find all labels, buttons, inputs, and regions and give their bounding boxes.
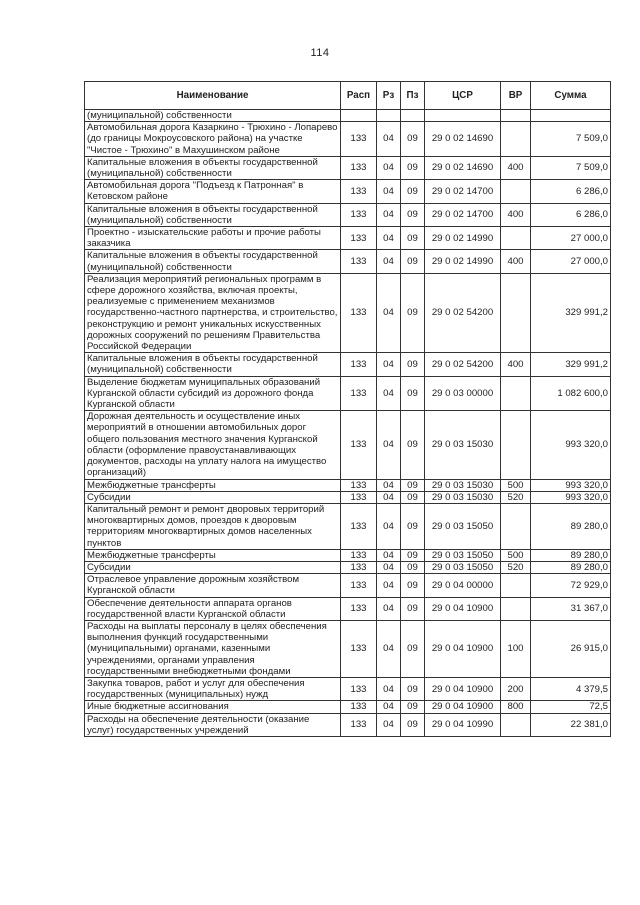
cell-pz: 09 bbox=[401, 180, 425, 203]
cell-pz: 09 bbox=[401, 491, 425, 503]
cell-sum: 72 929,0 bbox=[531, 574, 611, 597]
cell-pz: 09 bbox=[401, 376, 425, 411]
cell-pz: 09 bbox=[401, 561, 425, 573]
cell-name: Расходы на обеспечение деятельности (оказание услуг) государственных учреждений bbox=[85, 713, 341, 736]
cell-rasp: 133 bbox=[341, 479, 377, 491]
cell-pz: 09 bbox=[401, 122, 425, 157]
cell-rasp: 133 bbox=[341, 597, 377, 620]
cell-sum: 6 286,0 bbox=[531, 180, 611, 203]
table-row bbox=[85, 203, 611, 226]
cell-sum: 329 991,2 bbox=[531, 353, 611, 376]
cell-rz: 04 bbox=[377, 503, 401, 549]
table-row bbox=[85, 713, 611, 736]
cell-sum: 7 509,0 bbox=[531, 122, 611, 157]
cell-name: Дорожная деятельность и осуществление иных мероприятий в отношении автомобильных дорог общего пользования местного значения Курганской области (оформление правоустанавливающих документов, расходы на уплату налога на имущество организаций) bbox=[85, 411, 341, 479]
cell-name: Реализация мероприятий региональных программ в сфере дорожного хозяйства, включая проекты, реализуемые с применением механизмов государственно-частного партнерства, и строительство, реконструкцию и ремонт уникальных искусственных дорожных сооружений по решениям Правительства Российской Федерации bbox=[85, 273, 341, 352]
cell-vr: 800 bbox=[501, 701, 531, 713]
cell-rz: 04 bbox=[377, 561, 401, 573]
table-row bbox=[85, 549, 611, 561]
cell-csr: 29 0 04 10900 bbox=[425, 620, 501, 677]
cell-rz bbox=[377, 110, 401, 122]
cell-name: Закупка товаров, работ и услуг для обеспечения государственных (муниципальных) нужд bbox=[85, 677, 341, 700]
cell-csr: 29 0 02 14690 bbox=[425, 122, 501, 157]
cell-sum: 89 280,0 bbox=[531, 503, 611, 549]
cell-pz: 09 bbox=[401, 549, 425, 561]
cell-rasp: 133 bbox=[341, 574, 377, 597]
cell-sum: 22 381,0 bbox=[531, 713, 611, 736]
cell-rasp: 133 bbox=[341, 503, 377, 549]
budget-table bbox=[84, 81, 611, 737]
table-row bbox=[85, 273, 611, 352]
cell-rz: 04 bbox=[377, 713, 401, 736]
cell-csr: 29 0 04 10900 bbox=[425, 701, 501, 713]
cell-vr bbox=[501, 227, 531, 250]
cell-rz: 04 bbox=[377, 597, 401, 620]
cell-rasp: 133 bbox=[341, 713, 377, 736]
cell-csr: 29 0 03 00000 bbox=[425, 376, 501, 411]
cell-rasp: 133 bbox=[341, 677, 377, 700]
table-row bbox=[85, 561, 611, 573]
cell-csr: 29 0 02 14990 bbox=[425, 227, 501, 250]
table-row bbox=[85, 156, 611, 179]
cell-pz: 09 bbox=[401, 227, 425, 250]
table-row bbox=[85, 574, 611, 597]
cell-vr: 100 bbox=[501, 620, 531, 677]
cell-name: Капитальные вложения в объекты государственной (муниципальной) собственности bbox=[85, 353, 341, 376]
cell-rasp: 133 bbox=[341, 156, 377, 179]
cell-rasp: 133 bbox=[341, 273, 377, 352]
cell-rz: 04 bbox=[377, 227, 401, 250]
cell-name: Автомобильная дорога Казаркино - Трюхино - Лопарево (до границы Мокроусовского района) на участке "Чистое - Трюхино" в Махушинском районе bbox=[85, 122, 341, 157]
cell-name: Межбюджетные трансферты bbox=[85, 479, 341, 491]
cell-name: Капитальные вложения в объекты государственной (муниципальной) собственности bbox=[85, 250, 341, 273]
cell-rz: 04 bbox=[377, 250, 401, 273]
cell-sum: 26 915,0 bbox=[531, 620, 611, 677]
cell-csr: 29 0 02 14700 bbox=[425, 180, 501, 203]
cell-vr bbox=[501, 110, 531, 122]
cell-csr: 29 0 02 14700 bbox=[425, 203, 501, 226]
cell-csr bbox=[425, 110, 501, 122]
cell-rasp: 133 bbox=[341, 411, 377, 479]
cell-sum: 72,5 bbox=[531, 701, 611, 713]
cell-pz: 09 bbox=[401, 479, 425, 491]
table-row bbox=[85, 620, 611, 677]
cell-vr: 500 bbox=[501, 549, 531, 561]
table-row bbox=[85, 376, 611, 411]
cell-rasp: 133 bbox=[341, 227, 377, 250]
cell-vr bbox=[501, 574, 531, 597]
cell-vr: 500 bbox=[501, 479, 531, 491]
cell-pz: 09 bbox=[401, 713, 425, 736]
cell-rz: 04 bbox=[377, 273, 401, 352]
cell-name: Отраслевое управление дорожным хозяйством Курганской области bbox=[85, 574, 341, 597]
cell-vr: 400 bbox=[501, 250, 531, 273]
cell-rasp: 133 bbox=[341, 491, 377, 503]
cell-vr bbox=[501, 411, 531, 479]
table-row bbox=[85, 411, 611, 479]
cell-csr: 29 0 03 15030 bbox=[425, 491, 501, 503]
cell-pz: 09 bbox=[401, 503, 425, 549]
cell-sum: 89 280,0 bbox=[531, 549, 611, 561]
cell-name: Субсидии bbox=[85, 491, 341, 503]
cell-rasp: 133 bbox=[341, 620, 377, 677]
cell-vr: 400 bbox=[501, 353, 531, 376]
table-row bbox=[85, 250, 611, 273]
cell-rasp: 133 bbox=[341, 122, 377, 157]
cell-sum: 993 320,0 bbox=[531, 479, 611, 491]
table-row bbox=[85, 701, 611, 713]
cell-vr bbox=[501, 713, 531, 736]
cell-sum: 1 082 600,0 bbox=[531, 376, 611, 411]
cell-pz: 09 bbox=[401, 273, 425, 352]
cell-name: Обеспечение деятельности аппарата органов государственной власти Курганской области bbox=[85, 597, 341, 620]
cell-vr bbox=[501, 273, 531, 352]
table-row bbox=[85, 503, 611, 549]
cell-sum: 27 000,0 bbox=[531, 227, 611, 250]
table-header bbox=[85, 82, 611, 110]
cell-csr: 29 0 03 15050 bbox=[425, 561, 501, 573]
cell-sum: 329 991,2 bbox=[531, 273, 611, 352]
cell-rz: 04 bbox=[377, 180, 401, 203]
cell-name: Капитальный ремонт и ремонт дворовых территорий многоквартирных домов, проездов к дворовым территориям многоквартирных домов населенных пунктов bbox=[85, 503, 341, 549]
cell-rz: 04 bbox=[377, 376, 401, 411]
cell-pz: 09 bbox=[401, 677, 425, 700]
cell-vr bbox=[501, 503, 531, 549]
cell-vr bbox=[501, 122, 531, 157]
cell-name: (муниципальной) собственности bbox=[85, 110, 341, 122]
cell-pz: 09 bbox=[401, 250, 425, 273]
cell-csr: 29 0 03 15030 bbox=[425, 411, 501, 479]
cell-csr: 29 0 04 10990 bbox=[425, 713, 501, 736]
cell-name: Капитальные вложения в объекты государственной (муниципальной) собственности bbox=[85, 156, 341, 179]
cell-name: Выделение бюджетам муниципальных образований Курганской области субсидий из дорожного фонда Курганской области bbox=[85, 376, 341, 411]
cell-pz: 09 bbox=[401, 620, 425, 677]
cell-vr: 200 bbox=[501, 677, 531, 700]
cell-rasp: 133 bbox=[341, 250, 377, 273]
cell-vr bbox=[501, 597, 531, 620]
cell-pz: 09 bbox=[401, 156, 425, 179]
cell-csr: 29 0 02 14990 bbox=[425, 250, 501, 273]
cell-rasp: 133 bbox=[341, 180, 377, 203]
cell-name: Иные бюджетные ассигнования bbox=[85, 701, 341, 713]
cell-csr: 29 0 02 14690 bbox=[425, 156, 501, 179]
table-body bbox=[85, 110, 611, 737]
cell-rz: 04 bbox=[377, 156, 401, 179]
cell-csr: 29 0 02 54200 bbox=[425, 273, 501, 352]
cell-sum: 31 367,0 bbox=[531, 597, 611, 620]
table-row bbox=[85, 227, 611, 250]
cell-sum bbox=[531, 110, 611, 122]
cell-vr: 400 bbox=[501, 156, 531, 179]
cell-rz: 04 bbox=[377, 122, 401, 157]
cell-sum: 993 320,0 bbox=[531, 491, 611, 503]
cell-pz: 09 bbox=[401, 574, 425, 597]
cell-rasp: 133 bbox=[341, 203, 377, 226]
cell-csr: 29 0 03 15050 bbox=[425, 503, 501, 549]
cell-sum: 27 000,0 bbox=[531, 250, 611, 273]
table-row bbox=[85, 122, 611, 157]
cell-rz: 04 bbox=[377, 203, 401, 226]
header-row bbox=[85, 82, 611, 110]
cell-vr: 520 bbox=[501, 491, 531, 503]
cell-pz: 09 bbox=[401, 597, 425, 620]
cell-rasp bbox=[341, 110, 377, 122]
header-vr: ВР bbox=[501, 82, 531, 110]
cell-rz: 04 bbox=[377, 353, 401, 376]
cell-name: Капитальные вложения в объекты государственной (муниципальной) собственности bbox=[85, 203, 341, 226]
header-rz: Рз bbox=[377, 82, 401, 110]
table-row bbox=[85, 491, 611, 503]
header-csr: ЦСР bbox=[425, 82, 501, 110]
cell-sum: 7 509,0 bbox=[531, 156, 611, 179]
table-row bbox=[85, 479, 611, 491]
page-number: 114 bbox=[310, 47, 330, 59]
cell-vr bbox=[501, 180, 531, 203]
table-row bbox=[85, 180, 611, 203]
cell-rz: 04 bbox=[377, 620, 401, 677]
cell-pz: 09 bbox=[401, 353, 425, 376]
cell-rz: 04 bbox=[377, 479, 401, 491]
cell-csr: 29 0 02 54200 bbox=[425, 353, 501, 376]
table-row bbox=[85, 110, 611, 122]
table-row bbox=[85, 677, 611, 700]
cell-rasp: 133 bbox=[341, 549, 377, 561]
cell-pz: 09 bbox=[401, 701, 425, 713]
cell-rasp: 133 bbox=[341, 561, 377, 573]
cell-sum: 993 320,0 bbox=[531, 411, 611, 479]
cell-pz bbox=[401, 110, 425, 122]
cell-rasp: 133 bbox=[341, 701, 377, 713]
cell-csr: 29 0 04 10900 bbox=[425, 677, 501, 700]
cell-name: Субсидии bbox=[85, 561, 341, 573]
cell-csr: 29 0 04 10900 bbox=[425, 597, 501, 620]
table-row bbox=[85, 597, 611, 620]
cell-csr: 29 0 04 00000 bbox=[425, 574, 501, 597]
header-pz: Пз bbox=[401, 82, 425, 110]
cell-csr: 29 0 03 15050 bbox=[425, 549, 501, 561]
cell-vr bbox=[501, 376, 531, 411]
cell-pz: 09 bbox=[401, 411, 425, 479]
header-sum: Сумма bbox=[531, 82, 611, 110]
table-row bbox=[85, 353, 611, 376]
cell-pz: 09 bbox=[401, 203, 425, 226]
cell-rz: 04 bbox=[377, 549, 401, 561]
cell-name: Автомобильная дорога "Подъезд к Патронная" в Кетовском районе bbox=[85, 180, 341, 203]
cell-sum: 6 286,0 bbox=[531, 203, 611, 226]
cell-rz: 04 bbox=[377, 677, 401, 700]
cell-rz: 04 bbox=[377, 491, 401, 503]
cell-name: Расходы на выплаты персоналу в целях обеспечения выполнения функций государственными (муниципальными) органами, казенными учреждениями, органами управления государственными внебюджетными фондами bbox=[85, 620, 341, 677]
cell-rz: 04 bbox=[377, 574, 401, 597]
cell-rz: 04 bbox=[377, 411, 401, 479]
cell-vr: 520 bbox=[501, 561, 531, 573]
cell-rz: 04 bbox=[377, 701, 401, 713]
cell-rasp: 133 bbox=[341, 376, 377, 411]
cell-sum: 89 280,0 bbox=[531, 561, 611, 573]
cell-vr: 400 bbox=[501, 203, 531, 226]
cell-csr: 29 0 03 15030 bbox=[425, 479, 501, 491]
header-name: Наименование bbox=[85, 82, 341, 110]
header-rasp: Расп bbox=[341, 82, 377, 110]
cell-sum: 4 379,5 bbox=[531, 677, 611, 700]
cell-name: Проектно - изыскательские работы и прочие работы заказчика bbox=[85, 227, 341, 250]
cell-name: Межбюджетные трансферты bbox=[85, 549, 341, 561]
cell-rasp: 133 bbox=[341, 353, 377, 376]
